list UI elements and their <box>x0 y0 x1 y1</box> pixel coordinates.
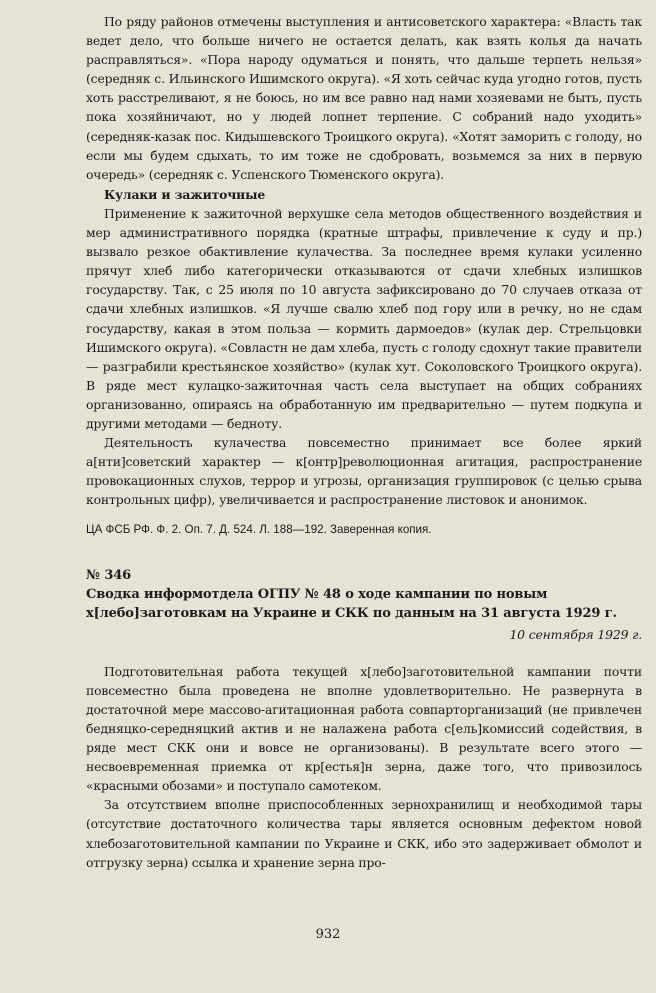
paragraph: Деятельность кулачества повсеместно принимает все более яркий а[нти]советский характер — к[онтр]революционная агитация, распространение провокационных слухов, террор и угрозы, организация группировок (с целью срыва контрольных цифр), увеличивается и распространение листовок и анонимок. <box>86 435 642 508</box>
document-date: 10 сентября 1929 г. <box>509 626 642 642</box>
page-number: 932 <box>315 927 341 942</box>
paragraph: Применение к зажиточной верхушке села методов общественного воздействия и мер административного порядка (кратные штрафы, привлечение к суду и пр.) вызвало резкое обактивление кулачества. За последнее время кулаки усиленно прячут хлеб либо категорически отказываются от сдачи хлебных излишков государству. Так, с 25 июля по 10 августа зафиксировано до 70 случаев отказа от сдачи хлебных излишков. «Я лучше свалю хлеб под гору или в речку, но не сдам государству, какая в этом польза — кормить дармоедов» (кулак дер. Стрельцовки Ишимского округа). «Совластн не дам хлеба, пусть с голоду сдохнут такие правители — разграбили крестьянское хозяйство» (кулак хут. Соколовского Троицкого округа). В ряде мест кулацко-зажиточная часть села выступает на общих собраниях организованно, опираясь на обработанную им предварительно — путем подкупа и другими методами — бедноту. <box>86 205 642 431</box>
document-title: Сводка информотдела ОГПУ № 48 о ходе кампании по новым х[лебо]заготовкам на Украине и СКК по данным на 31 августа 1929 г. <box>86 586 617 622</box>
paragraph: За отсутствием вполне приспособленных зернохранилищ и необходимой тары (отсутствие достаточного количества тары является основным дефектом новой хлебозаготовительной кампании по Украине и СКК, ибо это задерживает обмолот и отгрузку зерна) ссылка и хранение зерна про- <box>86 797 642 870</box>
paragraph: По ряду районов отмечены выступления и антисоветского характера: «Власть так ведет дело, что больше ничего не остается делать, как взять колья да начать расправляться». «Пора народу одуматься и понять, что дальше терпеть нельзя» (середняк с. Ильинского Ишимского округа). «Я хоть сейчас куда угодно готов, пусть хоть расстреливают, я не боюсь, но им все равно над нами хозяевами не быть, пусть пока хозяйничают, но у людей лопнет терпение. С собраний надо уходить» (середняк-казак пос. Кидышевского Троицкого округа). «Хотят заморить с голоду, но если мы будем сдыхать, то им тоже не сдобровать, возьмемся за них в первую очередь» (середняк с. Успенского Тюменского округа). <box>86 14 642 182</box>
document-number: № 346 <box>86 567 132 583</box>
text-column <box>86 12 642 872</box>
paragraph: Подготовительная работа текущей х[лебо]заготовительной кампании почти повсеместно была проведена не вполне удовлетворительно. Не развернута в достаточной мере массово-агитационная работа совпарторганизаций (не привлечен бедняцко-середняцкий актив и не налажена работа с[ель]комиссий содействия, в ряде мест СКК они и вовсе не организованы). В результате всего этого — несвоевременная приемка от кр[естья]н зерна, даже того, что привозилось «красными обозами» и поступало самотеком. <box>86 663 642 794</box>
archive-source-note: ЦА ФСБ РФ. Ф. 2. Оп. 7. Д. 524. Л. 188—192. Заверенная копия. <box>86 523 432 537</box>
subheading: Кулаки и зажиточные <box>104 186 266 202</box>
